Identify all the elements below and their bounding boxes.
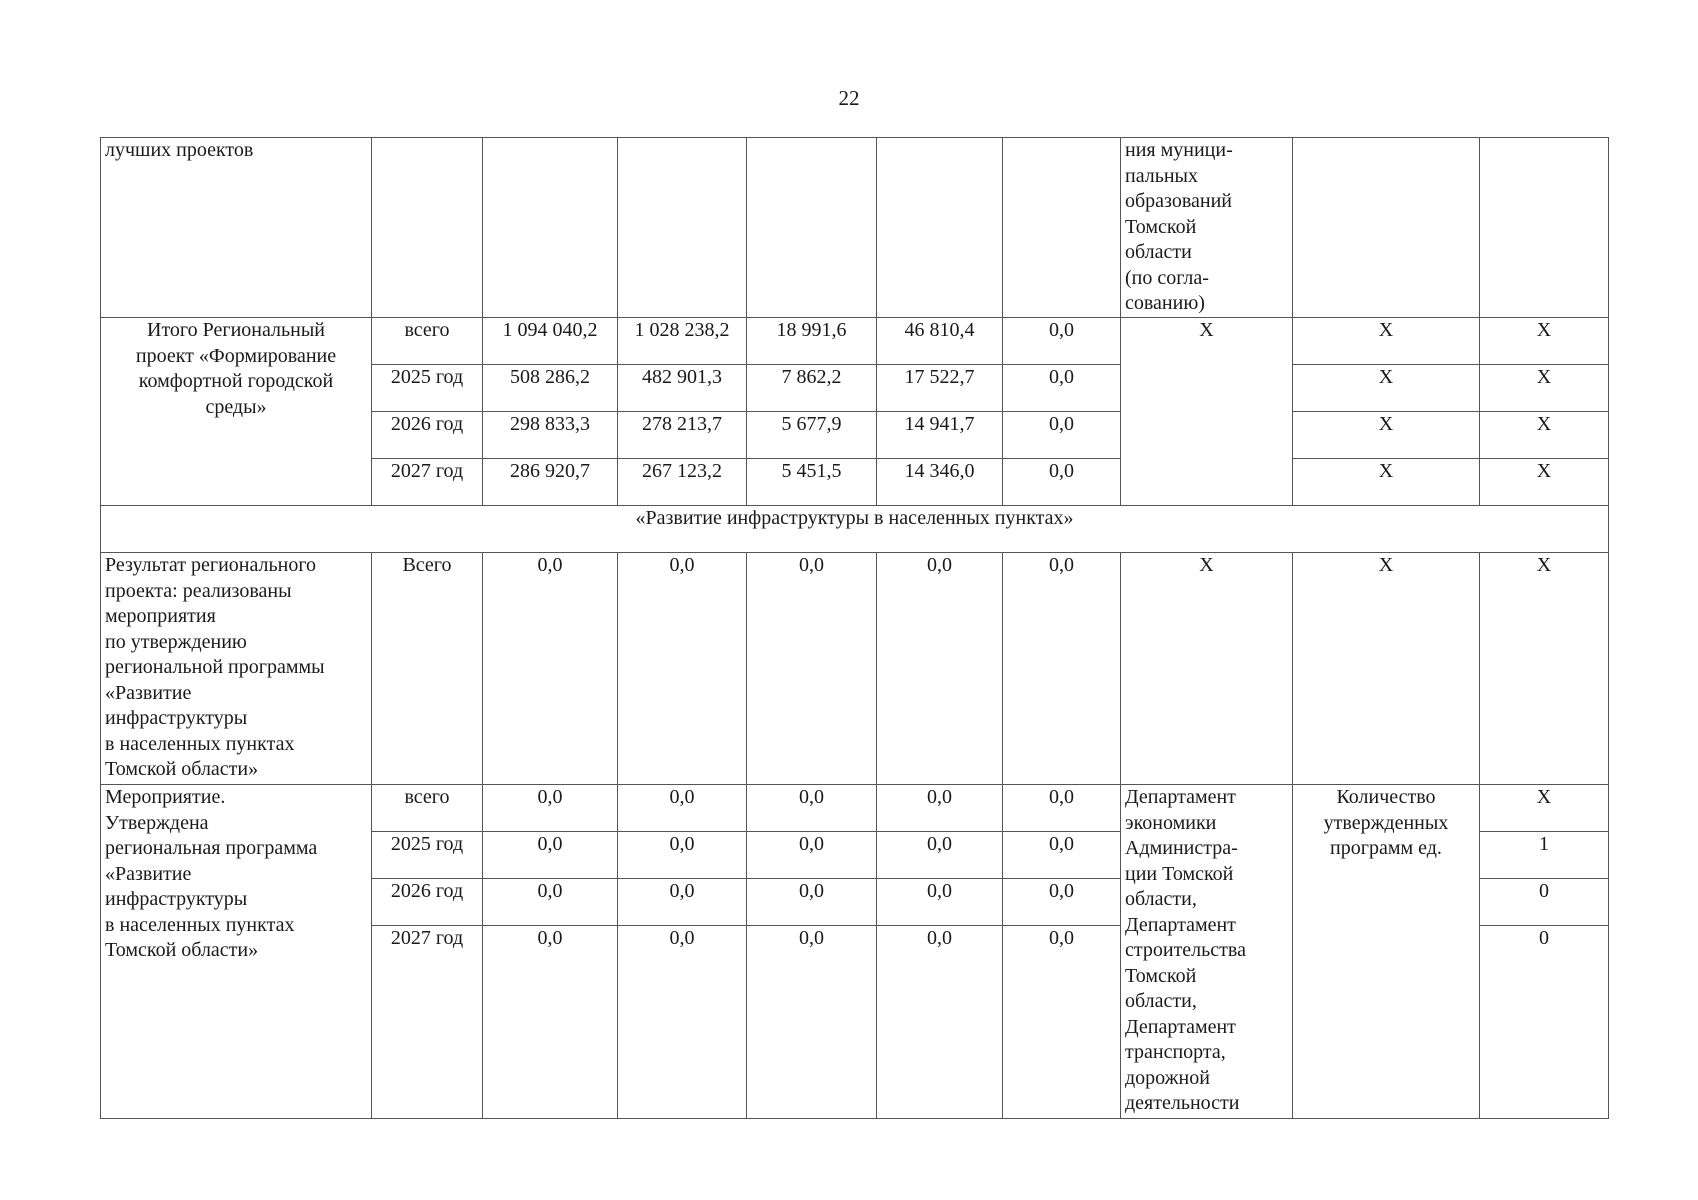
value-cell: 298 833,3: [483, 412, 618, 459]
indicator-value-cell: Х: [1480, 553, 1609, 785]
value-cell: 0,0: [747, 926, 877, 1119]
value-cell: [877, 138, 1003, 318]
period-cell: Всего: [372, 553, 483, 785]
period-cell: 2025 год: [372, 365, 483, 412]
value-cell: 0,0: [483, 785, 618, 832]
indicator-value-cell: Х: [1480, 785, 1609, 832]
table-row: [101, 318, 1609, 365]
value-cell: 1 028 238,2: [618, 318, 747, 365]
period-cell: всего: [372, 318, 483, 365]
value-cell: 18 991,6: [747, 318, 877, 365]
indicator-value-cell: [1480, 138, 1609, 318]
value-cell: [618, 138, 747, 318]
indicator-cell: Х: [1293, 318, 1480, 365]
indicator-value-cell: Х: [1480, 412, 1609, 459]
value-cell: 278 213,7: [618, 412, 747, 459]
value-cell: 0,0: [747, 785, 877, 832]
period-cell: 2027 год: [372, 926, 483, 1119]
itogo-name: Итого Региональный проект «Формирование комфортной городской среды»: [135, 319, 337, 418]
page-number: 22: [838, 86, 860, 110]
indicator-cell: [1293, 785, 1480, 1119]
indicator-text: Количество утвержденных программ ед.: [1323, 786, 1449, 859]
value-cell: 0,0: [618, 832, 747, 879]
measure-name: Мероприятие. Утверждена региональная программа «Развитие инфраструктуры в населенных пунктах Томской области»: [105, 786, 318, 961]
result-name: Результат регионального проекта: реализованы мероприятия по утверждению региональной программы «Развитие инфраструктуры в населенных пунктах Томской области»: [105, 554, 325, 780]
measure-name: лучших проектов: [105, 139, 254, 161]
executor-cell: [1121, 138, 1293, 318]
executor-cell: Х: [1121, 553, 1293, 785]
period-cell: [372, 138, 483, 318]
period-cell: 2025 год: [372, 832, 483, 879]
value-cell: 0,0: [1003, 926, 1121, 1119]
value-cell: 0,0: [1003, 785, 1121, 832]
value-cell: 0,0: [877, 785, 1003, 832]
financing-table: [100, 137, 1609, 1119]
indicator-value-cell: 1: [1480, 832, 1609, 879]
indicator-value-cell: 0: [1480, 926, 1609, 1119]
value-cell: 0,0: [747, 832, 877, 879]
value-cell: 0,0: [1003, 553, 1121, 785]
value-cell: 46 810,4: [877, 318, 1003, 365]
value-cell: 0,0: [483, 553, 618, 785]
section-header: «Развитие инфраструктуры в населенных пунктах»: [101, 506, 1609, 553]
value-cell: 0,0: [747, 553, 877, 785]
value-cell: [483, 138, 618, 318]
period-cell: 2026 год: [372, 412, 483, 459]
indicator-cell: Х: [1293, 365, 1480, 412]
indicator-cell: Х: [1293, 553, 1480, 785]
indicator-value-cell: Х: [1480, 365, 1609, 412]
measure-name-cell: [101, 138, 372, 318]
table-row: [101, 785, 1609, 832]
value-cell: 0,0: [1003, 879, 1121, 926]
value-cell: 0,0: [1003, 318, 1121, 365]
measure-name-cell: [101, 785, 372, 1119]
value-cell: 0,0: [747, 879, 877, 926]
value-cell: [747, 138, 877, 318]
value-cell: 14 941,7: [877, 412, 1003, 459]
table-row: [101, 553, 1609, 785]
value-cell: 0,0: [1003, 832, 1121, 879]
value-cell: 0,0: [483, 926, 618, 1119]
value-cell: 482 901,3: [618, 365, 747, 412]
period-cell: всего: [372, 785, 483, 832]
table-row: [101, 506, 1609, 553]
value-cell: 0,0: [483, 832, 618, 879]
period-cell: 2026 год: [372, 879, 483, 926]
value-cell: 14 346,0: [877, 459, 1003, 506]
value-cell: 0,0: [1003, 365, 1121, 412]
value-cell: 1 094 040,2: [483, 318, 618, 365]
value-cell: 0,0: [877, 832, 1003, 879]
value-cell: 5 451,5: [747, 459, 877, 506]
value-cell: 508 286,2: [483, 365, 618, 412]
value-cell: 0,0: [618, 553, 747, 785]
executor-text: Департамент экономики Администра- ции Томской области, Департамент строительства Томской области, Департамент транспорта, дорожной деятельности: [1125, 786, 1246, 1114]
indicator-cell: Х: [1293, 459, 1480, 506]
value-cell: 0,0: [1003, 412, 1121, 459]
itogo-name-cell: [101, 318, 372, 506]
value-cell: 0,0: [877, 926, 1003, 1119]
value-cell: 0,0: [877, 879, 1003, 926]
value-cell: 0,0: [618, 926, 747, 1119]
table-row: [101, 138, 1609, 318]
executor-cell: [1121, 785, 1293, 1119]
period-cell: 2027 год: [372, 459, 483, 506]
value-cell: 5 677,9: [747, 412, 877, 459]
indicator-cell: Х: [1293, 412, 1480, 459]
value-cell: 0,0: [877, 553, 1003, 785]
value-cell: 7 862,2: [747, 365, 877, 412]
indicator-value-cell: Х: [1480, 318, 1609, 365]
indicator-cell: [1293, 138, 1480, 318]
indicator-value-cell: Х: [1480, 459, 1609, 506]
value-cell: 0,0: [618, 785, 747, 832]
indicator-value-cell: 0: [1480, 879, 1609, 926]
value-cell: 0,0: [1003, 459, 1121, 506]
value-cell: 17 522,7: [877, 365, 1003, 412]
value-cell: [1003, 138, 1121, 318]
value-cell: 0,0: [483, 879, 618, 926]
value-cell: 286 920,7: [483, 459, 618, 506]
value-cell: 0,0: [618, 879, 747, 926]
result-name-cell: [101, 553, 372, 785]
executor-text: ния муници- пальных образований Томской области (по согла- сованию): [1125, 139, 1233, 314]
value-cell: 267 123,2: [618, 459, 747, 506]
executor-cell: Х: [1121, 318, 1293, 506]
